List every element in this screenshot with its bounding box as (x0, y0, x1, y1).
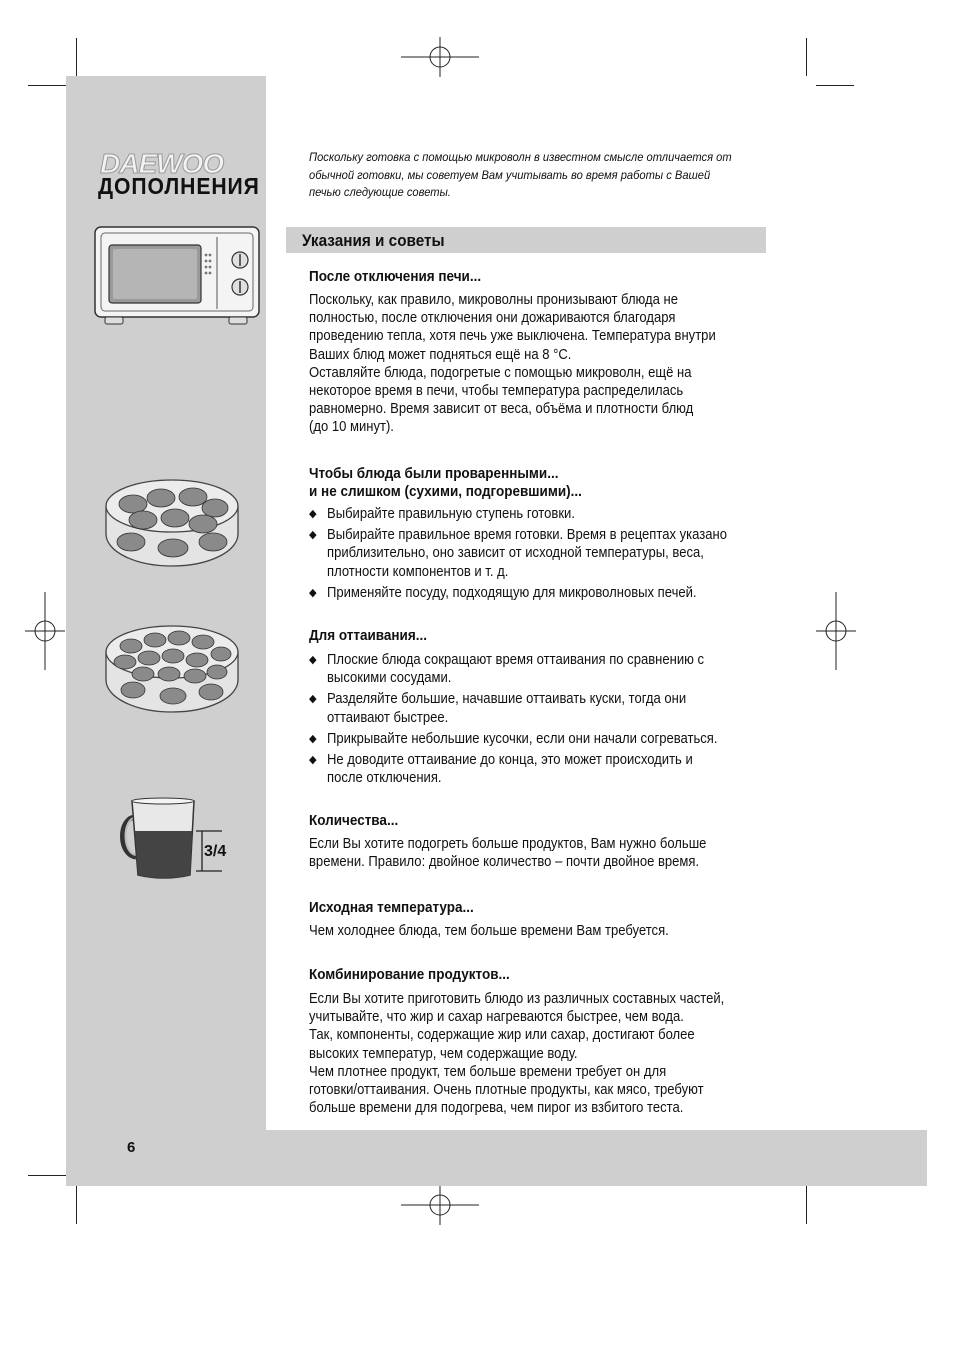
crop-mark (28, 1175, 66, 1176)
section-text-quantity: Если Вы хотите подогреть больше продуктов, Вам нужно больше времени. Правило: двойное количество – почти двойное время. (309, 836, 707, 871)
intro-text: Поскольку готовка с помощью микроволн в известном смысле отличается от обычной готовки, мы советуем Вам учитывать во время работы с Вашей печью следующие советы. (309, 150, 732, 199)
section-heading-combining: Комбинирование продуктов... (309, 966, 510, 983)
section-title: ДОПОЛНЕНИЯ (98, 173, 260, 199)
section-heading-start-temp: Исходная температура... (309, 899, 474, 916)
list-item (309, 751, 777, 787)
list-item (309, 584, 777, 602)
crop-mark (816, 85, 854, 86)
list-item-text: Разделяйте большие, начавшие оттаивать куски, тогда они оттаивают быстрее. (327, 691, 687, 726)
bullet-diamond-icon: ◆ (309, 654, 317, 666)
dish-illustration (103, 478, 241, 570)
section-heading-quantity: Количества... (309, 812, 399, 829)
list-item-text: Плоские блюда сокращают время оттаивания по сравнению с высокими сосудами. (327, 652, 705, 687)
tips-title: Указания и советы (302, 231, 445, 250)
list-item-text: Прикрывайте небольшие кусочки, если они начали согреваться. (327, 730, 718, 747)
bullet-diamond-icon: ◆ (309, 693, 317, 706)
list-item-text: Применяйте посуду, подходящую для микроволновых печей. (327, 584, 697, 601)
registration-mark-icon (401, 1185, 479, 1225)
list-item-text: Выбирайте правильную ступень готовки. (327, 506, 575, 522)
section-heading-defrost: Для оттаивания... (309, 627, 427, 644)
page-number: 6 (127, 1139, 136, 1156)
brand-logo: DAEWOO (100, 148, 224, 179)
registration-mark-icon (25, 592, 65, 670)
microwave-illustration (93, 225, 263, 327)
list-item (309, 505, 777, 523)
dish-illustration (103, 622, 241, 716)
crop-mark (28, 85, 66, 86)
section-text-combining: Если Вы хотите приготовить блюдо из различных составных частей, учитывайте, что жир и сахар нагреваются быстрее, чем вода. Так, компоненты, содержащие жир или сахар, достигают более высоких температур, чем содержащие воду. Чем плотнее продукт, тем больше времени требует он для готовки/оттаивания. Очень плотные продукты, как мясо, требуют больше времени для подогрева, чем пирог из взбитого теста. (309, 991, 725, 1117)
section-heading-after-off: После отключения печи... (309, 268, 482, 285)
registration-mark-icon (816, 592, 856, 670)
crop-mark (76, 38, 77, 76)
bullet-diamond-icon: ◆ (309, 732, 317, 745)
measure-label: 3/4 (204, 843, 227, 860)
section-text-start-temp: Чем холоднее блюда, тем больше времени Вам требуется. (309, 923, 669, 939)
bullet-list-cooked (309, 505, 777, 605)
bullet-diamond-icon: ◆ (309, 508, 317, 520)
measuring-jug-illustration (114, 797, 236, 883)
crop-mark (806, 1186, 807, 1224)
footer-band (266, 1130, 927, 1186)
list-item-text: Выбирайте правильное время готовки. Время в рецептах указано приблизительно, оно зависит от исходной температуры, веса, плотности компонентов и т. д. (327, 527, 727, 580)
list-item (309, 651, 777, 687)
crop-mark (806, 38, 807, 76)
bullet-diamond-icon: ◆ (309, 529, 317, 542)
list-item-text: Не доводите оттаивание до конца, это может происходить и после отключения. (327, 752, 693, 787)
section-heading-cooked-line2: и не слишком (сухими, подгоревшими)... (309, 483, 582, 500)
bullet-diamond-icon: ◆ (309, 754, 317, 767)
bullet-diamond-icon: ◆ (309, 586, 317, 599)
registration-mark-icon (401, 37, 479, 77)
list-item (309, 730, 777, 748)
list-item (309, 690, 777, 726)
section-text-after-off: Поскольку, как правило, микроволны пронизывают блюда не полностью, после отключения они дожариваются благодаря проведению тепла, хотя печь уже выключена. Температура внутри Ваших блюд может подняться ещё на 8 °C. Оставляйте блюда, подогретые с помощью микроволн, ещё на некоторое время в печи, чтобы температура распределилась равномерно. Время зависит от веса, объёма и плотности блюд (до 10 минут). (309, 292, 716, 436)
bullet-list-defrost (309, 651, 777, 790)
list-item (309, 526, 777, 581)
crop-mark (76, 1186, 77, 1224)
section-heading-cooked: Чтобы блюда были проваренными... (309, 465, 559, 482)
